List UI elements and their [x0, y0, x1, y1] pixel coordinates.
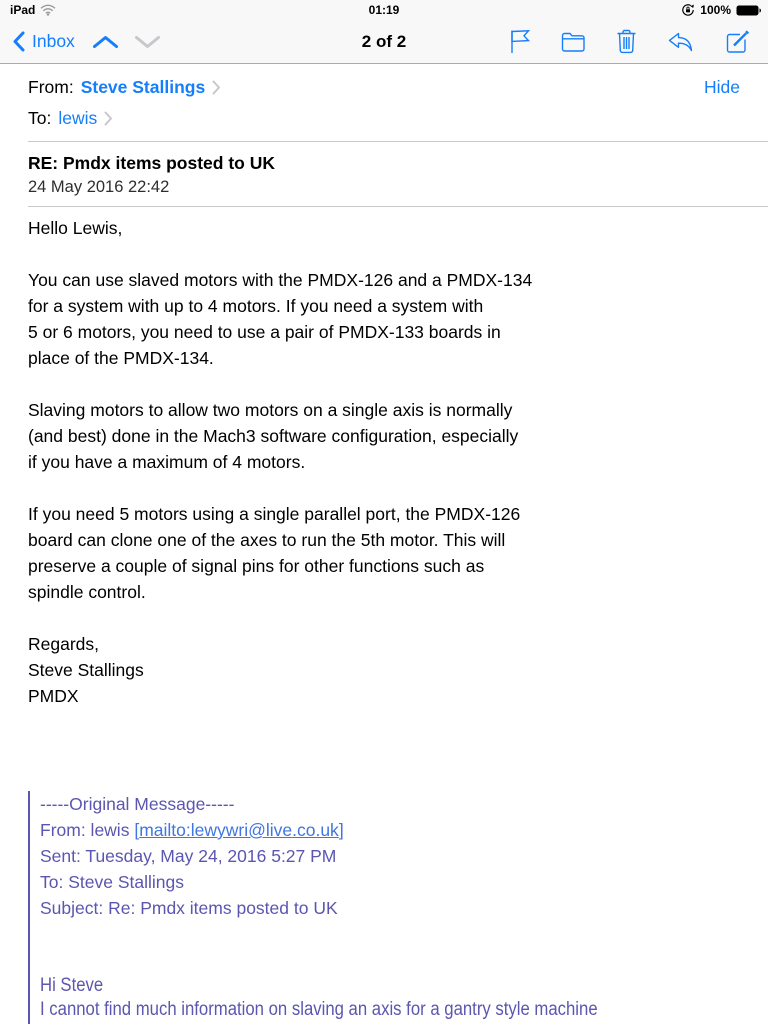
paragraph	[28, 267, 740, 371]
compose-icon	[724, 29, 750, 55]
text-line: preserve a couple of signal pins for other functions such as	[28, 556, 485, 576]
move-to-folder-button[interactable]	[561, 32, 586, 52]
back-label: Inbox	[32, 31, 75, 51]
device-label: iPad	[10, 3, 36, 17]
nav-bar	[0, 20, 768, 64]
quoted-message	[28, 791, 740, 1024]
flag-icon	[509, 29, 531, 54]
subject-line: RE: Pmdx items posted to UK	[28, 153, 275, 173]
paragraph	[28, 397, 740, 475]
toolbar	[509, 20, 750, 63]
text-line: if you have a maximum of 4 motors.	[28, 452, 306, 472]
delete-button[interactable]	[616, 29, 637, 54]
text-line: Steve Stallings	[28, 660, 144, 680]
hide-details-button[interactable]: Hide	[704, 77, 740, 97]
email-view	[0, 64, 768, 1024]
quote-to-line: To: Steve Stallings	[40, 872, 184, 892]
to-row	[28, 108, 740, 129]
folder-icon	[561, 32, 586, 52]
battery-icon	[736, 5, 761, 16]
compose-button[interactable]	[724, 29, 750, 55]
battery-percent-label: 100%	[700, 3, 731, 17]
text-line: Regards,	[28, 634, 100, 654]
from-row	[28, 77, 740, 98]
text-line: Slaving motors to allow two motors on a single axis is normally	[28, 400, 513, 420]
to-contact-button[interactable]: lewis	[58, 108, 98, 128]
quote-sent-line: Sent: Tuesday, May 24, 2016 5:27 PM	[40, 846, 337, 866]
to-label: To:	[28, 108, 52, 128]
text-line: You can use slaved motors with the PMDX-126 and a PMDX-134	[28, 270, 533, 290]
paragraph	[28, 501, 740, 605]
text-line: for a system with up to 4 motors. If you need a system with	[28, 296, 484, 316]
rotation-lock-icon	[681, 3, 695, 17]
divider	[28, 206, 768, 207]
text-line: spindle control.	[28, 582, 146, 602]
from-contact-button[interactable]: Steve Stallings	[80, 77, 206, 97]
text-line: board can clone one of the axes to run the 5th motor. This will	[28, 530, 506, 550]
quote-greeting: Hi Steve	[40, 975, 104, 996]
date-line: 24 May 2016 22:42	[28, 178, 170, 196]
mailto-link[interactable]: mailto:lewywri@live.co.uk	[139, 820, 339, 840]
quote-separator-line: -----Original Message-----	[40, 794, 235, 814]
reply-icon	[667, 31, 694, 53]
quote-subject-line: Subject: Re: Pmdx items posted to UK	[40, 898, 338, 918]
text-line: (and best) done in the Mach3 software configuration, especially	[28, 426, 519, 446]
message-counter: 2 of 2	[361, 31, 407, 51]
text-line: If you need 5 motors using a single parallel port, the PMDX-126	[28, 504, 521, 524]
quote-body-line: I cannot find much information on slaving an axis for a gantry style machine	[40, 999, 598, 1020]
paragraph	[28, 215, 740, 241]
quote-from-prefix: From: lewis	[40, 820, 135, 840]
status-bar	[0, 0, 768, 20]
reply-button[interactable]	[667, 31, 694, 53]
text-line: 5 or 6 motors, you need to use a pair of PMDX-133 boards in	[28, 322, 501, 342]
trash-icon	[616, 29, 637, 54]
text-line: place of the PMDX-134.	[28, 348, 214, 368]
signature	[28, 631, 740, 709]
from-label: From:	[28, 77, 74, 97]
chevron-right-icon	[212, 80, 221, 95]
chevron-right-icon	[104, 111, 113, 126]
time-label: 01:19	[368, 3, 400, 17]
divider	[28, 141, 768, 142]
text-line: PMDX	[28, 686, 79, 706]
bracket: [	[134, 820, 140, 840]
quote-from-line	[40, 817, 740, 843]
text-line: Hello Lewis,	[28, 218, 123, 238]
flag-button[interactable]	[509, 29, 531, 54]
bracket: ]	[338, 820, 344, 840]
message-body	[28, 215, 740, 1024]
